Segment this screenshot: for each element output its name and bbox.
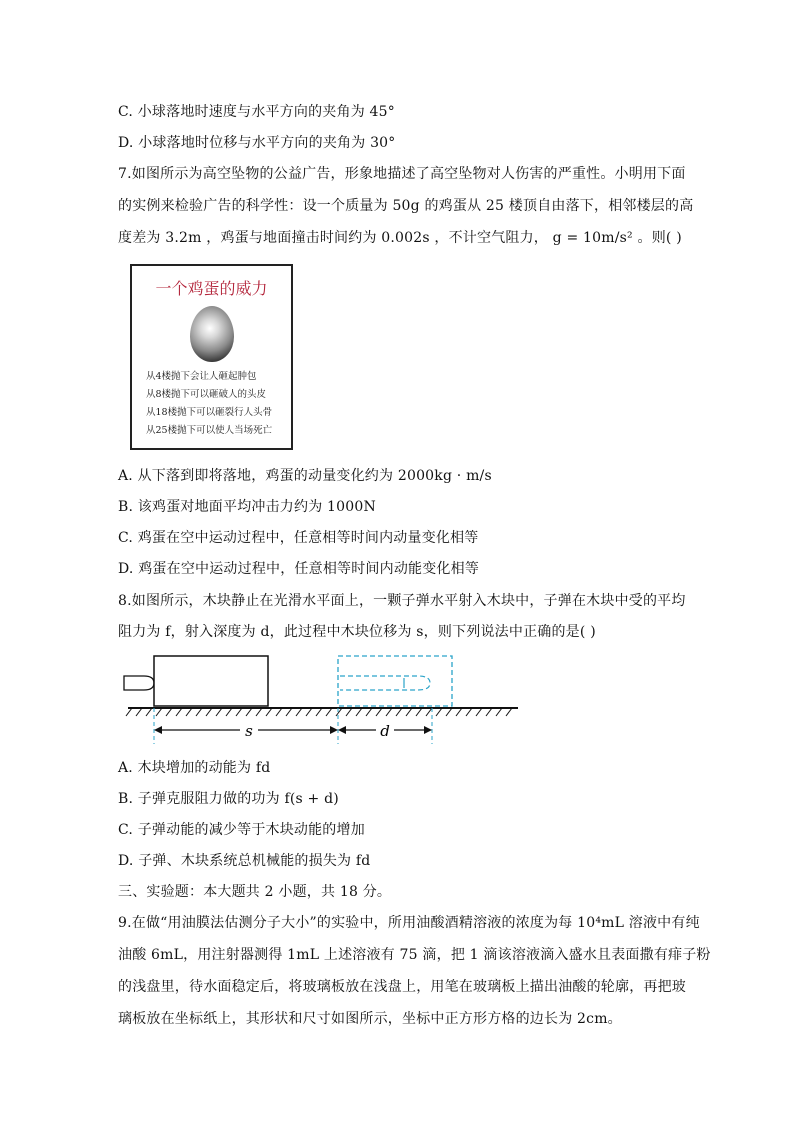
q7-option-b: B. 该鸡蛋对地面平均冲击力约为 1000N — [118, 499, 376, 515]
q8-option-b: B. 子弹克服阻力做的功为 f(s + d) — [118, 791, 339, 807]
q8-option-a: A. 木块增加的动能为 fd — [118, 760, 271, 776]
q8-stem-line-1: 8.如图所示，木块静止在光滑水平面上，一颗子弹水平射入木块中，子弹在木块中受的平均 — [118, 593, 686, 609]
q6-option-d: D. 小球落地时位移与水平方向的夹角为 30° — [118, 135, 396, 151]
wooden-block — [154, 656, 268, 706]
q9-line-2: 油酸 6mL，用注射器测得 1mL 上述溶液有 75 滴，把 1 滴该溶液滴入盛水且表面撒有痱子粉 — [118, 947, 711, 963]
q9-line-4: 璃板放在坐标纸上，其形状和尺寸如图所示，坐标中正方形方格的边长为 2cm。 — [118, 1011, 622, 1027]
q8-option-d: D. 子弹、木块系统总机械能的损失为 fd — [118, 853, 371, 869]
d-label: d — [380, 722, 390, 740]
poster-item: 从25楼抛下可以使人当场死亡 — [146, 425, 273, 436]
bullet-final-position — [340, 676, 430, 690]
poster-item: 从4楼抛下会让人砸起肿包 — [146, 371, 257, 382]
q7-option-d: D. 鸡蛋在空中运动过程中，任意相等时间内动能变化相等 — [118, 561, 480, 577]
q7-stem-line-1: 7.如图所示为高空坠物的公益广告，形象地描述了高空坠物对人伤害的严重性。小明用下面 — [118, 166, 686, 182]
s-label: s — [245, 722, 253, 740]
q7-option-a: A. 从下落到即将落地，鸡蛋的动量变化约为 2000kg · m/s — [118, 468, 492, 484]
q9-line-1: 9.在做“用油膜法估测分子大小”的实验中，所用油酸酒精溶液的浓度为每 10⁴mL 溶液中有纯 — [118, 915, 700, 931]
q9-line-3: 的浅盘里，待水面稳定后，将玻璃板放在浅盘上，用笔在玻璃板上描出油酸的轮廓，再把玻 — [118, 979, 686, 995]
ground-hatching — [126, 708, 512, 716]
poster-item: 从18楼抛下可以砸裂行人头骨 — [146, 407, 273, 418]
poster-list — [146, 368, 272, 440]
q6-option-c: C. 小球落地时速度与水平方向的夹角为 45° — [118, 104, 395, 120]
bullet-shape — [124, 676, 154, 690]
block-final-position — [338, 656, 452, 706]
q7-option-c: C. 鸡蛋在空中运动过程中，任意相等时间内动量变化相等 — [118, 530, 479, 546]
bullet-block-diagram — [118, 648, 528, 748]
q7-stem-line-2: 的实例来检验广告的科学性：设一个质量为 50g 的鸡蛋从 25 楼顶自由落下，相邻楼层的高 — [118, 198, 694, 214]
poster-item: 从8楼抛下可以砸破人的头皮 — [146, 389, 267, 400]
egg-image — [190, 306, 234, 362]
poster-title: 一个鸡蛋的威力 — [155, 279, 268, 298]
section-3-heading: 三、实验题：本大题共 2 小题，共 18 分。 — [118, 884, 392, 900]
egg-poster — [130, 264, 293, 450]
q8-stem-line-2: 阻力为 f，射入深度为 d，此过程中木块位移为 s，则下列说法中正确的是( ) — [118, 624, 596, 640]
q8-option-c: C. 子弹动能的减少等于木块动能的增加 — [118, 822, 365, 838]
q7-stem-line-3: 度差为 3.2m ，鸡蛋与地面撞击时间约为 0.002s ，不计空气阻力， g = 10m/s² 。则( ) — [118, 230, 682, 246]
